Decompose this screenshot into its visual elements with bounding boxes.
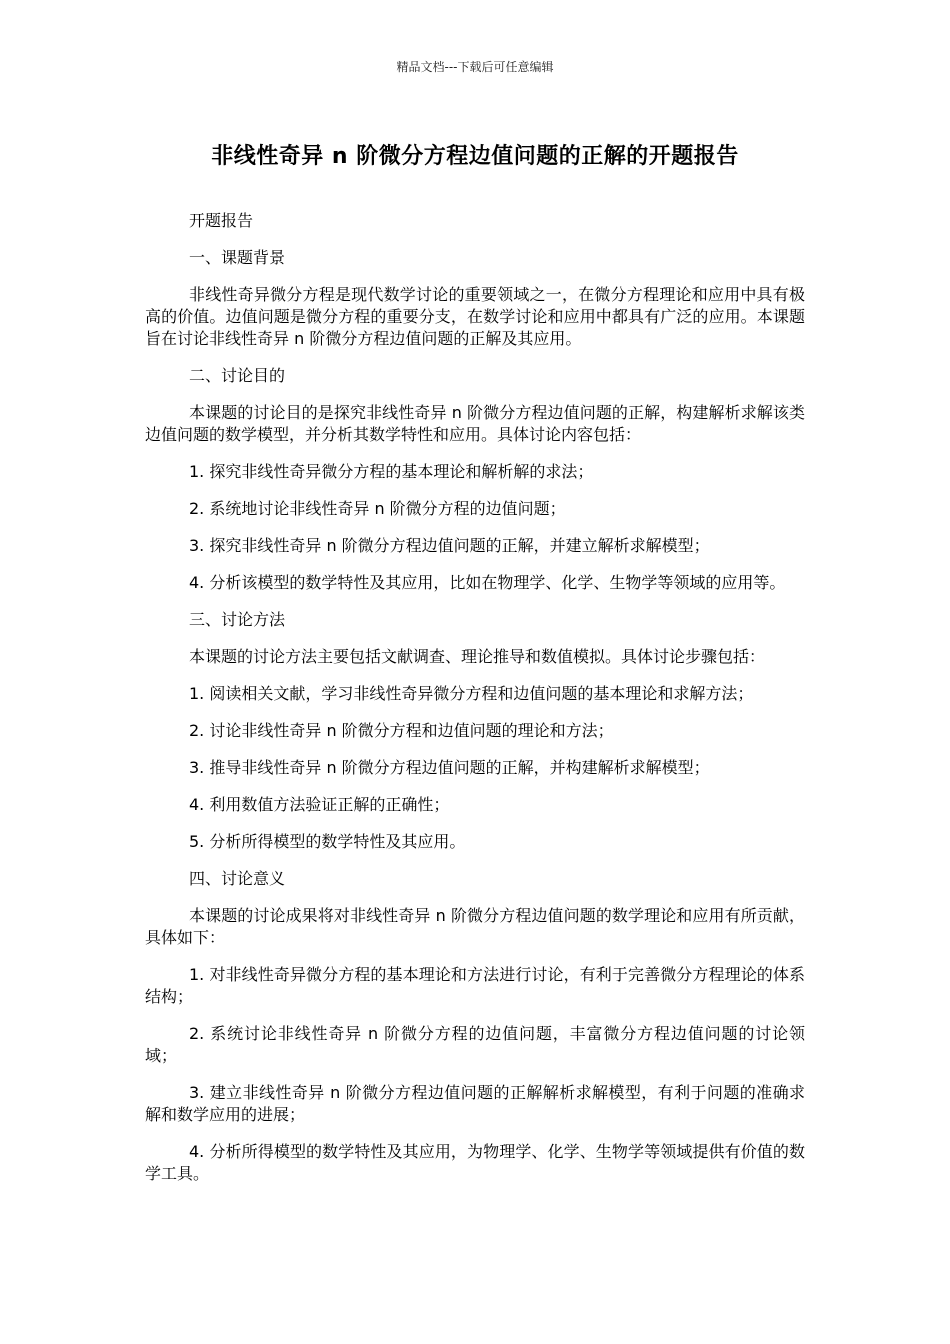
significance-item: 2. 系统讨论非线性奇异 n 阶微分方程的边值问题，丰富微分方程边值问题的讨论领域；: [145, 1024, 805, 1065]
purpose-item: 3. 探究非线性奇异 n 阶微分方程边值问题的正解，并建立解析求解模型；: [189, 536, 710, 555]
method-item: 2. 讨论非线性奇异 n 阶微分方程和边值问题的理论和方法；: [189, 721, 614, 740]
paragraph-method: 本课题的讨论方法主要包括文献调查、理论推导和数值模拟。具体讨论步骤包括：: [189, 647, 766, 666]
significance-item: 3. 建立非线性奇异 n 阶微分方程边值问题的正解解析求解模型，有利于问题的准确求解和数学应用的进展；: [145, 1083, 805, 1124]
section-heading-background: 一、课题背景: [189, 248, 286, 267]
paragraph-purpose: 本课题的讨论目的是探究非线性奇异 n 阶微分方程边值问题的正解，构建解析求解该类边值问题的数学模型，并分析其数学特性和应用。具体讨论内容包括：: [145, 403, 805, 444]
paragraph-background: 非线性奇异微分方程是现代数学讨论的重要领域之一，在微分方程理论和应用中具有极高的价值。边值问题是微分方程的重要分支，在数学讨论和应用中都具有广泛的应用。本课题旨在讨论非线性奇异 n 阶微分方程边值问题的正解及其应用。: [145, 285, 805, 348]
method-item: 5. 分析所得模型的数学特性及其应用。: [189, 832, 466, 851]
paragraph-label: 开题报告: [189, 211, 254, 230]
method-item: 1. 阅读相关文献，学习非线性奇异微分方程和边值问题的基本理论和求解方法；: [189, 684, 754, 703]
document-title: 非线性奇异 n 阶微分方程边值问题的正解的开题报告: [211, 144, 739, 169]
document-body: [145, 210, 805, 1200]
section-heading-significance: 四、讨论意义: [189, 869, 286, 888]
method-item: 4. 利用数值方法验证正解的正确性；: [189, 795, 450, 814]
method-item: 3. 推导非线性奇异 n 阶微分方程边值问题的正解，并构建解析求解模型；: [189, 758, 710, 777]
section-heading-purpose: 二、讨论目的: [189, 366, 286, 385]
header-note: 精品文档---下载后可任意编辑: [396, 60, 554, 74]
significance-item: 4. 分析所得模型的数学特性及其应用，为物理学、化学、生物学等领域提供有价值的数学工具。: [145, 1142, 805, 1183]
purpose-item: 4. 分析该模型的数学特性及其应用，比如在物理学、化学、生物学等领域的应用等。: [189, 573, 786, 592]
paragraph-significance: 本课题的讨论成果将对非线性奇异 n 阶微分方程边值问题的数学理论和应用有所贡献，具体如下：: [145, 906, 805, 947]
section-heading-method: 三、讨论方法: [189, 610, 286, 629]
purpose-item: 1. 探究非线性奇异微分方程的基本理论和解析解的求法；: [189, 462, 594, 481]
significance-item: 1. 对非线性奇异微分方程的基本理论和方法进行讨论，有利于完善微分方程理论的体系结构；: [145, 965, 805, 1006]
purpose-item: 2. 系统地讨论非线性奇异 n 阶微分方程的边值问题；: [189, 499, 566, 518]
